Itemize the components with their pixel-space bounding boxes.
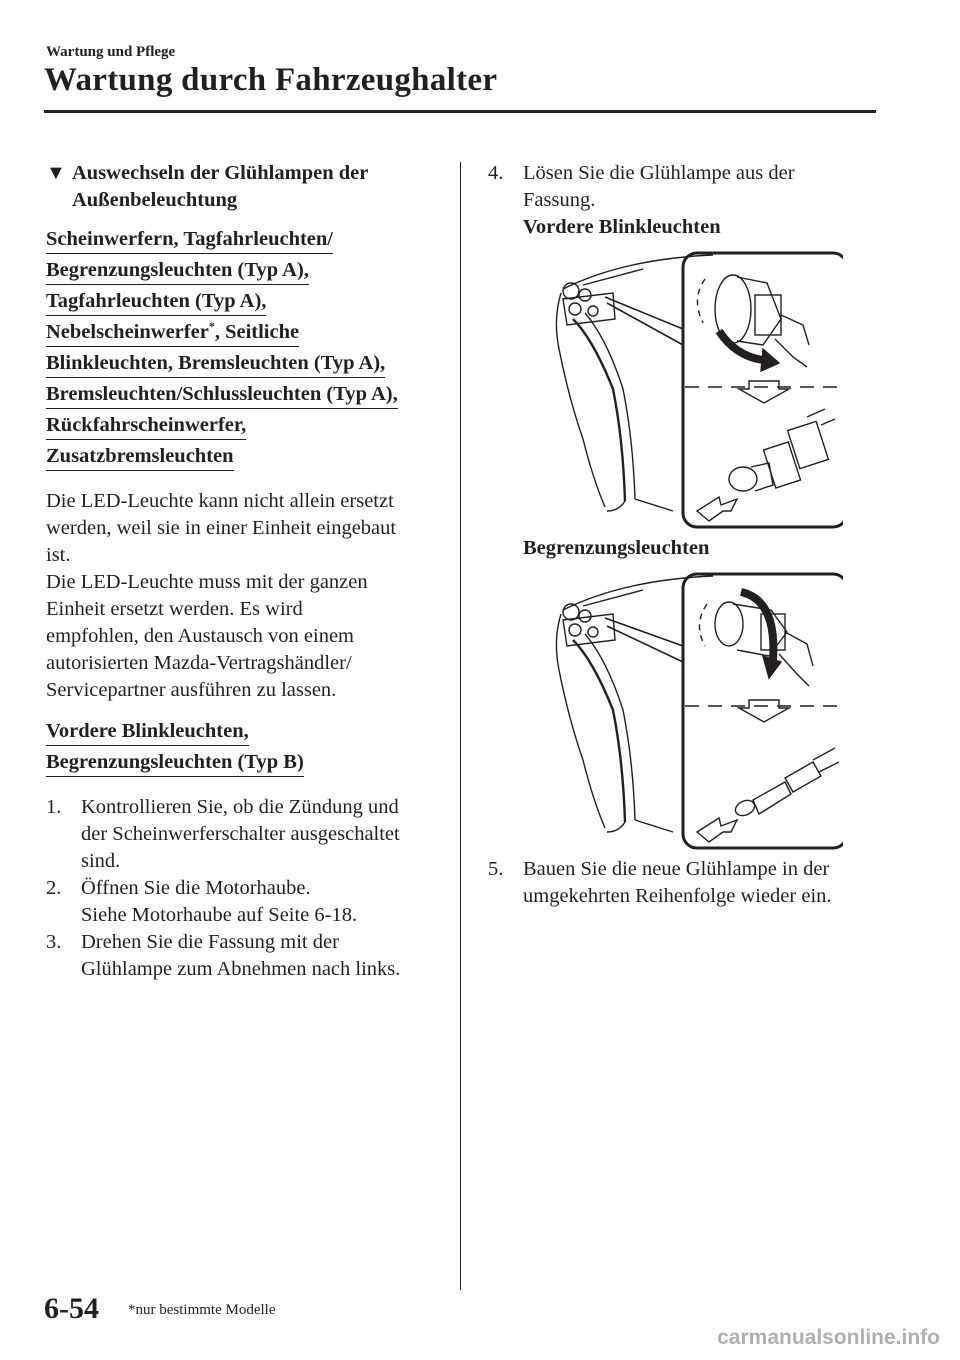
bulb-removal-illustration xyxy=(523,249,843,531)
heading-line xyxy=(46,319,299,347)
step-line: Drehen Sie die Fassung mit der xyxy=(81,931,339,953)
step-line: umgekehrten Reihenfolge wieder ein. xyxy=(523,885,832,907)
step-line: Öffnen Sie die Motorhaube. xyxy=(81,877,311,899)
step-line: Glühlampe zum Abnehmen nach links. xyxy=(81,958,401,980)
paragraph-line: ist. xyxy=(46,544,71,566)
bulb-removal-illustration xyxy=(523,570,843,852)
watermark: carmanualsonline.info xyxy=(717,1326,940,1349)
paragraph-line: Die LED-Leuchte kann nicht allein ersetzt xyxy=(46,490,394,512)
triangle-down-icon: ▼ xyxy=(46,162,66,184)
paragraph-line: Servicepartner ausführen zu lassen. xyxy=(46,679,337,701)
heading-led-lamps xyxy=(46,226,446,474)
step-line: Siehe Motorhaube auf Seite 6-18. xyxy=(81,904,358,926)
heading-line: Vordere Blinkleuchten, xyxy=(46,718,249,746)
step-number: 2. xyxy=(46,877,62,899)
step-5 xyxy=(488,856,928,910)
heading-fragment: , Seitliche xyxy=(214,321,300,343)
step-1 xyxy=(46,794,446,875)
step-line: der Scheinwerferschalter ausgeschaltet xyxy=(81,823,400,845)
heading-line: Begrenzungsleuchten (Typ B) xyxy=(46,749,304,777)
figure-label-position-lamps: Begrenzungsleuchten xyxy=(523,537,710,559)
heading-line: Blinkleuchten, Bremsleuchten (Typ A), xyxy=(46,350,385,378)
heading-line: Tagfahrleuchten (Typ A), xyxy=(46,288,266,316)
section-label: Wartung und Pflege xyxy=(46,44,176,60)
header-rule xyxy=(44,110,876,113)
paragraph-line: empfohlen, den Austausch von einem xyxy=(46,625,355,647)
heading-front-turn-signals xyxy=(46,718,446,780)
heading-line: Bremsleuchten/Schlussleuchten (Typ A), xyxy=(46,381,398,409)
step-3 xyxy=(46,929,446,983)
step-number: 1. xyxy=(46,796,62,818)
footnote-marker: * xyxy=(208,319,215,334)
step-2 xyxy=(46,875,446,929)
step-number: 3. xyxy=(46,931,62,953)
column-divider xyxy=(460,162,461,1290)
step-line: Bauen Sie die neue Glühlampe in der xyxy=(523,858,830,880)
step-number: 5. xyxy=(488,858,504,880)
paragraph-line: werden, weil sie in einer Einheit eingebaut xyxy=(46,517,397,539)
left-column xyxy=(46,160,446,983)
subheading-line: Außenbeleuchtung xyxy=(72,189,238,211)
figure-label-front-turn-signals: Vordere Blinkleuchten xyxy=(523,216,721,238)
paragraph-line: autorisierten Mazda-Vertragshändler/ xyxy=(46,652,352,674)
heading-line: Rückfahrscheinwerfer, xyxy=(46,412,246,440)
step-4 xyxy=(488,160,928,852)
subheading-bulb-replacement xyxy=(46,160,446,214)
step-line: Lösen Sie die Glühlampe aus der xyxy=(523,162,795,184)
paragraph-line: Einheit ersetzt werden. Es wird xyxy=(46,598,303,620)
heading-fragment: Nebelscheinwerfer xyxy=(46,321,209,343)
page-number: 6-54 xyxy=(44,1292,99,1325)
step-line: Fassung. xyxy=(523,189,596,211)
right-column xyxy=(488,160,928,910)
step-number: 4. xyxy=(488,162,504,184)
figure-front-turn-signal-bulb xyxy=(523,249,928,531)
paragraph-line: Die LED-Leuchte muss mit der ganzen xyxy=(46,571,368,593)
heading-line: Scheinwerfern, Tagfahrleuchten/ xyxy=(46,226,333,254)
subheading-line: Auswechseln der Glühlampen der xyxy=(72,162,369,184)
led-paragraph xyxy=(46,488,446,704)
heading-line: Begrenzungsleuchten (Typ A), xyxy=(46,257,309,285)
figure-position-lamp-bulb xyxy=(523,570,928,852)
step-line: sind. xyxy=(81,850,121,872)
step-line: Kontrollieren Sie, ob die Zündung und xyxy=(81,796,399,818)
page-title: Wartung durch Fahrzeughalter xyxy=(44,62,498,98)
footnote: *nur bestimmte Modelle xyxy=(128,1302,276,1318)
heading-line: Zusatzbremsleuchten xyxy=(46,443,234,471)
